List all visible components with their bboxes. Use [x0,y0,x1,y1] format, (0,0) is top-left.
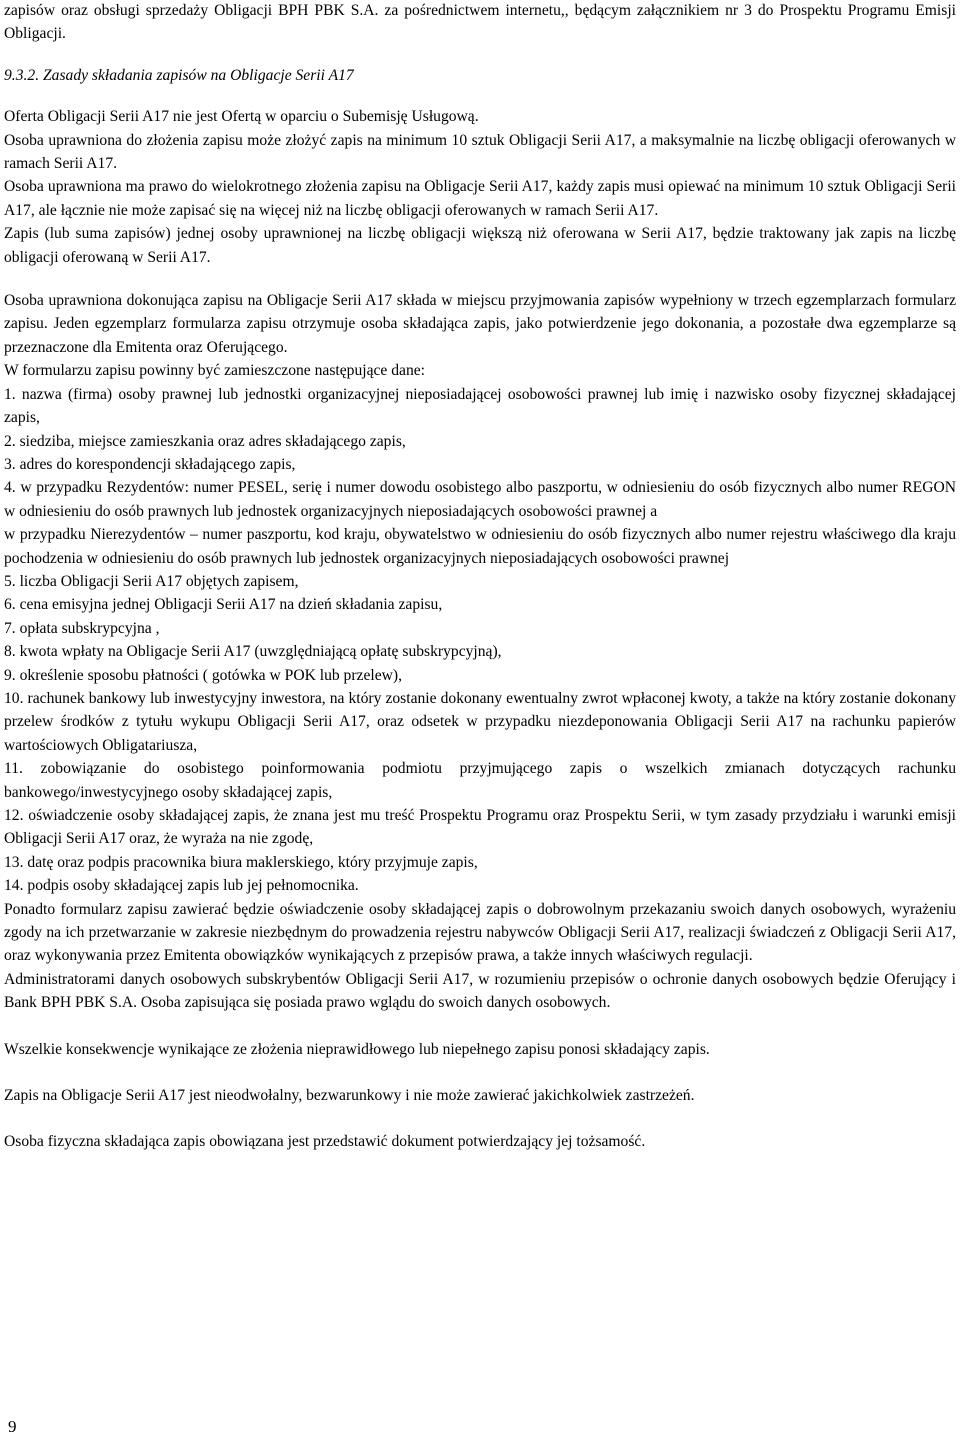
list-item: 4. w przypadku Rezydentów: numer PESEL, serię i numer dowodu osobistego albo paszportu, w odniesieniu do osób fizycznych albo numer REGON w odniesieniu do osób prawnych lub jednostek organizacyjnych nieposiadających osobowości prawnej a [4,479,956,520]
list-item: 1. nazwa (firma) osoby prawnej lub jednostki organizacyjnej nieposiadającej osobowości prawnej lub imię i nazwisko osoby fizycznej składającej zapis, [4,385,956,427]
list-item: 14. podpis osoby składającej zapis lub jej pełnomocnika. [4,877,359,895]
paragraph: Zapis (lub suma zapisów) jednej osoby uprawnionej na liczbę obligacji większą niż oferowana w Serii A17, będzie traktowany jak zapis na liczbę obligacji oferowaną w Serii A17. [4,225,956,266]
list-item: 10. rachunek bankowy lub inwestycyjny inwestora, na który zostanie dokonany ewentualny zwrot wpłaconej kwoty, a także na który zostanie dokonany przelew środków z tytułu wykupu Obligacji Serii A17, oraz odsetek w przypadku niezdeponowania Obligacji Serii A17 na rachunku papierów wartościowych Obligatariusza, [4,689,956,754]
list-item: 8. kwota wpłaty na Obligacje Serii A17 (uwzględniającą opłatę subskrypcyjną), [4,643,502,661]
list-item: 2. siedziba, miejsce zamieszkania oraz adres składającego zapis, [4,432,406,450]
list-item: 11. zobowiązanie do osobistego poinformowania podmiotu przyjmującego zapis o wszelkich zmianach dotyczących rachunku bankowego/inwestycyjnego osoby składającej zapis, [4,760,956,801]
list-item: 12. oświadczenie osoby składającej zapis, że znana jest mu treść Prospektu Programu oraz Prospektu Serii, w tym zasady przydziału i warunki emisji Obligacji Serii A17 oraz, że wyraża na nie zgodę, [4,807,956,848]
list-item: 7. opłata subskrypcyjna , [4,619,160,637]
spacer [4,1061,956,1084]
paragraph: Ponadto formularz zapisu zawierać będzie oświadczenie osoby składającej zapis o dobrowolnym przekazaniu swoich danych osobowych, wyrażeniu zgody na ich przetwarzanie w zakresie niezbędnym do prowadzenia rejestru nabywców Obligacji Serii A17, realizacji świadczeń z Obligacji Serii A17, oraz wykonywania przez Emitenta obowiązków wynikających z przepisów prawa, a także innych właściwych regulacji. [4,900,956,965]
list-item: 5. liczba Obligacji Serii A17 objętych zapisem, [4,572,299,590]
list-item: 13. datę oraz podpis pracownika biura maklerskiego, który przyjmuje zapis, [4,853,478,871]
paragraph: Administratorami danych osobowych subskrybentów Obligacji Serii A17, w rozumieniu przepisów o ochronie danych osobowych będzie Oferujący i Bank BPH PBK S.A. Osoba zapisująca się posiada prawo wglądu do swoich danych osobowych. [4,970,956,1012]
spacer [4,1107,956,1130]
paragraph: Oferta Obligacji Serii A17 nie jest Ofertą w oparciu o Subemisję Usługową. [4,108,479,126]
list-item: 6. cena emisyjna jednej Obligacji Serii A17 na dzień składania zapisu, [4,596,443,614]
paragraph: Osoba uprawniona dokonująca zapisu na Obligacje Serii A17 składa w miejscu przyjmowania zapisów wypełniony w trzech egzemplarzach formularz zapisu. Jeden egzemplarz formularza zapisu otrzymuje osoba składająca zapis, jako potwierdzenie jego dokonania, a pozostałe dwa egzemplarze są przeznaczone dla Emitenta oraz Oferującego. [4,292,956,356]
page-number: 9 [8,1417,17,1436]
document-page [4,0,956,1444]
spacer [4,269,956,289]
list-intro: W formularzu zapisu powinny być zamieszczone następujące dane: [4,362,426,380]
paragraph: Osoba uprawniona ma prawo do wielokrotnego złożenia zapisu na Obligacje Serii A17, każdy zapis musi opiewać na minimum 10 sztuk Obligacji Serii A17, ale łącznie nie może zapisać się na więcej niż na liczbę obligacji oferowanych w ramach Serii A17. [4,178,956,219]
closing-paragraph: Osoba fizyczna składająca zapis obowiązana jest przedstawić dokument potwierdzający jej tożsamość. [4,1133,646,1151]
list-item: 9. określenie sposobu płatności ( gotówka w POK lub przelew), [4,666,402,684]
spacer [4,1015,956,1038]
list-item: 3. adres do korespondencji składającego zapis, [4,455,296,473]
intro-paragraph: zapisów oraz obsługi sprzedaży Obligacji BPH PBK S.A. za pośrednictwem internetu,, będącym załącznikiem nr 3 do Prospektu Programu Emisji Obligacji. [4,2,956,43]
section-heading: 9.3.2. Zasady składania zapisów na Obligacje Serii A17 [4,66,354,84]
paragraph: Osoba uprawniona do złożenia zapisu może złożyć zapis na minimum 10 sztuk Obligacji Serii A17, a maksymalnie na liczbę obligacji oferowanych w ramach Serii A17. [4,131,956,173]
list-item: w przypadku Nierezydentów – numer paszportu, kod kraju, obywatelstwo w odniesieniu do osób fizycznych albo numer rejestru właściwego dla kraju pochodzenia w odniesieniu do osób prawnych lub jednostek organizacyjnych nieposiadających osobowości prawnej [4,526,956,567]
closing-paragraph: Zapis na Obligacje Serii A17 jest nieodwołalny, bezwarunkowy i nie może zawierać jakichkolwiek zastrzeżeń. [4,1087,695,1105]
closing-paragraph: Wszelkie konsekwencje wynikające ze złożenia nieprawidłowego lub niepełnego zapisu ponosi składający zapis. [4,1040,710,1058]
